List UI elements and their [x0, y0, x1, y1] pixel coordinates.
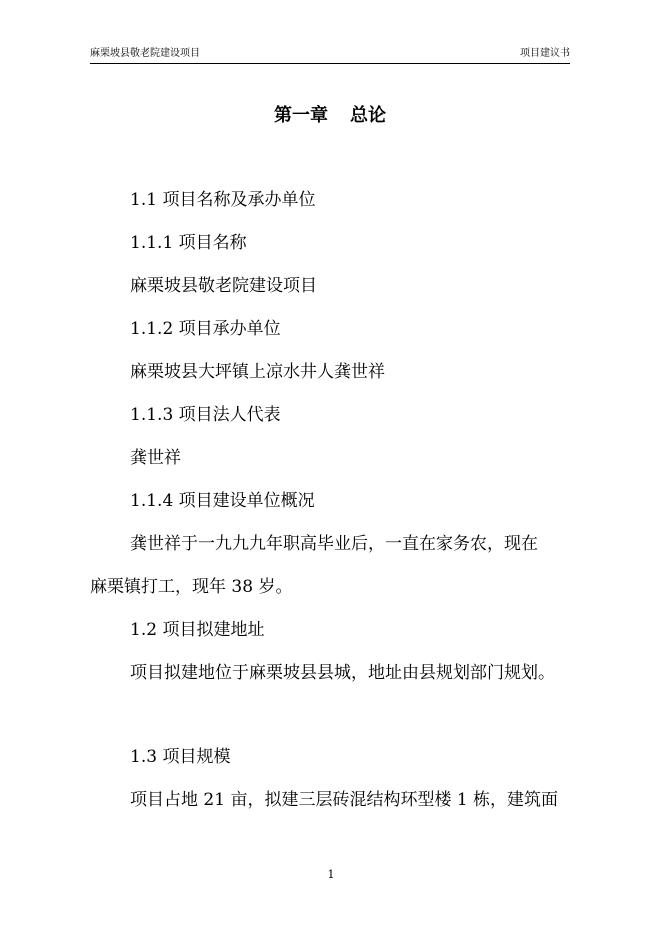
section-heading-1-1-2: 1.1.2 项目承办单位	[130, 319, 281, 339]
header-document-type: 项目建议书	[520, 48, 570, 59]
overview-paragraph-line-2: 麻栗镇打工，现年 38 岁。	[90, 577, 293, 597]
section-heading-1-1-4: 1.1.4 项目建设单位概况	[130, 491, 315, 511]
page-number: 1	[327, 868, 335, 881]
section-heading-1-2: 1.2 项目拟建地址	[130, 620, 265, 640]
chapter-name: 总论	[350, 105, 386, 126]
header-project-name: 麻栗坡县敬老院建设项目	[90, 48, 200, 59]
section-heading-1-1-3: 1.1.3 项目法人代表	[130, 405, 281, 425]
header-divider	[90, 63, 570, 64]
project-name-text: 麻栗坡县敬老院建设项目	[130, 276, 317, 296]
chapter-number: 第一章	[274, 105, 328, 126]
section-heading-1-3: 1.3 项目规模	[130, 747, 231, 767]
section-heading-1-1: 1.1 项目名称及承办单位	[130, 190, 316, 210]
chapter-title	[90, 102, 570, 130]
organizer-text: 麻栗坡县大坪镇上凉水井人龚世祥	[130, 362, 385, 382]
running-header	[90, 46, 570, 62]
overview-paragraph-line-1: 龚世祥于一九九九年职高毕业后，一直在家务农，现在	[130, 534, 538, 554]
site-paragraph: 项目拟建地位于麻栗坡县县城，地址由县规划部门规划。	[130, 663, 555, 683]
legal-representative-text: 龚世祥	[130, 448, 181, 468]
scale-paragraph-line-1: 项目占地 21 亩，拟建三层砖混结构环型楼 1 栋，建筑面	[130, 790, 559, 810]
section-heading-1-1-1: 1.1.1 项目名称	[130, 233, 247, 253]
